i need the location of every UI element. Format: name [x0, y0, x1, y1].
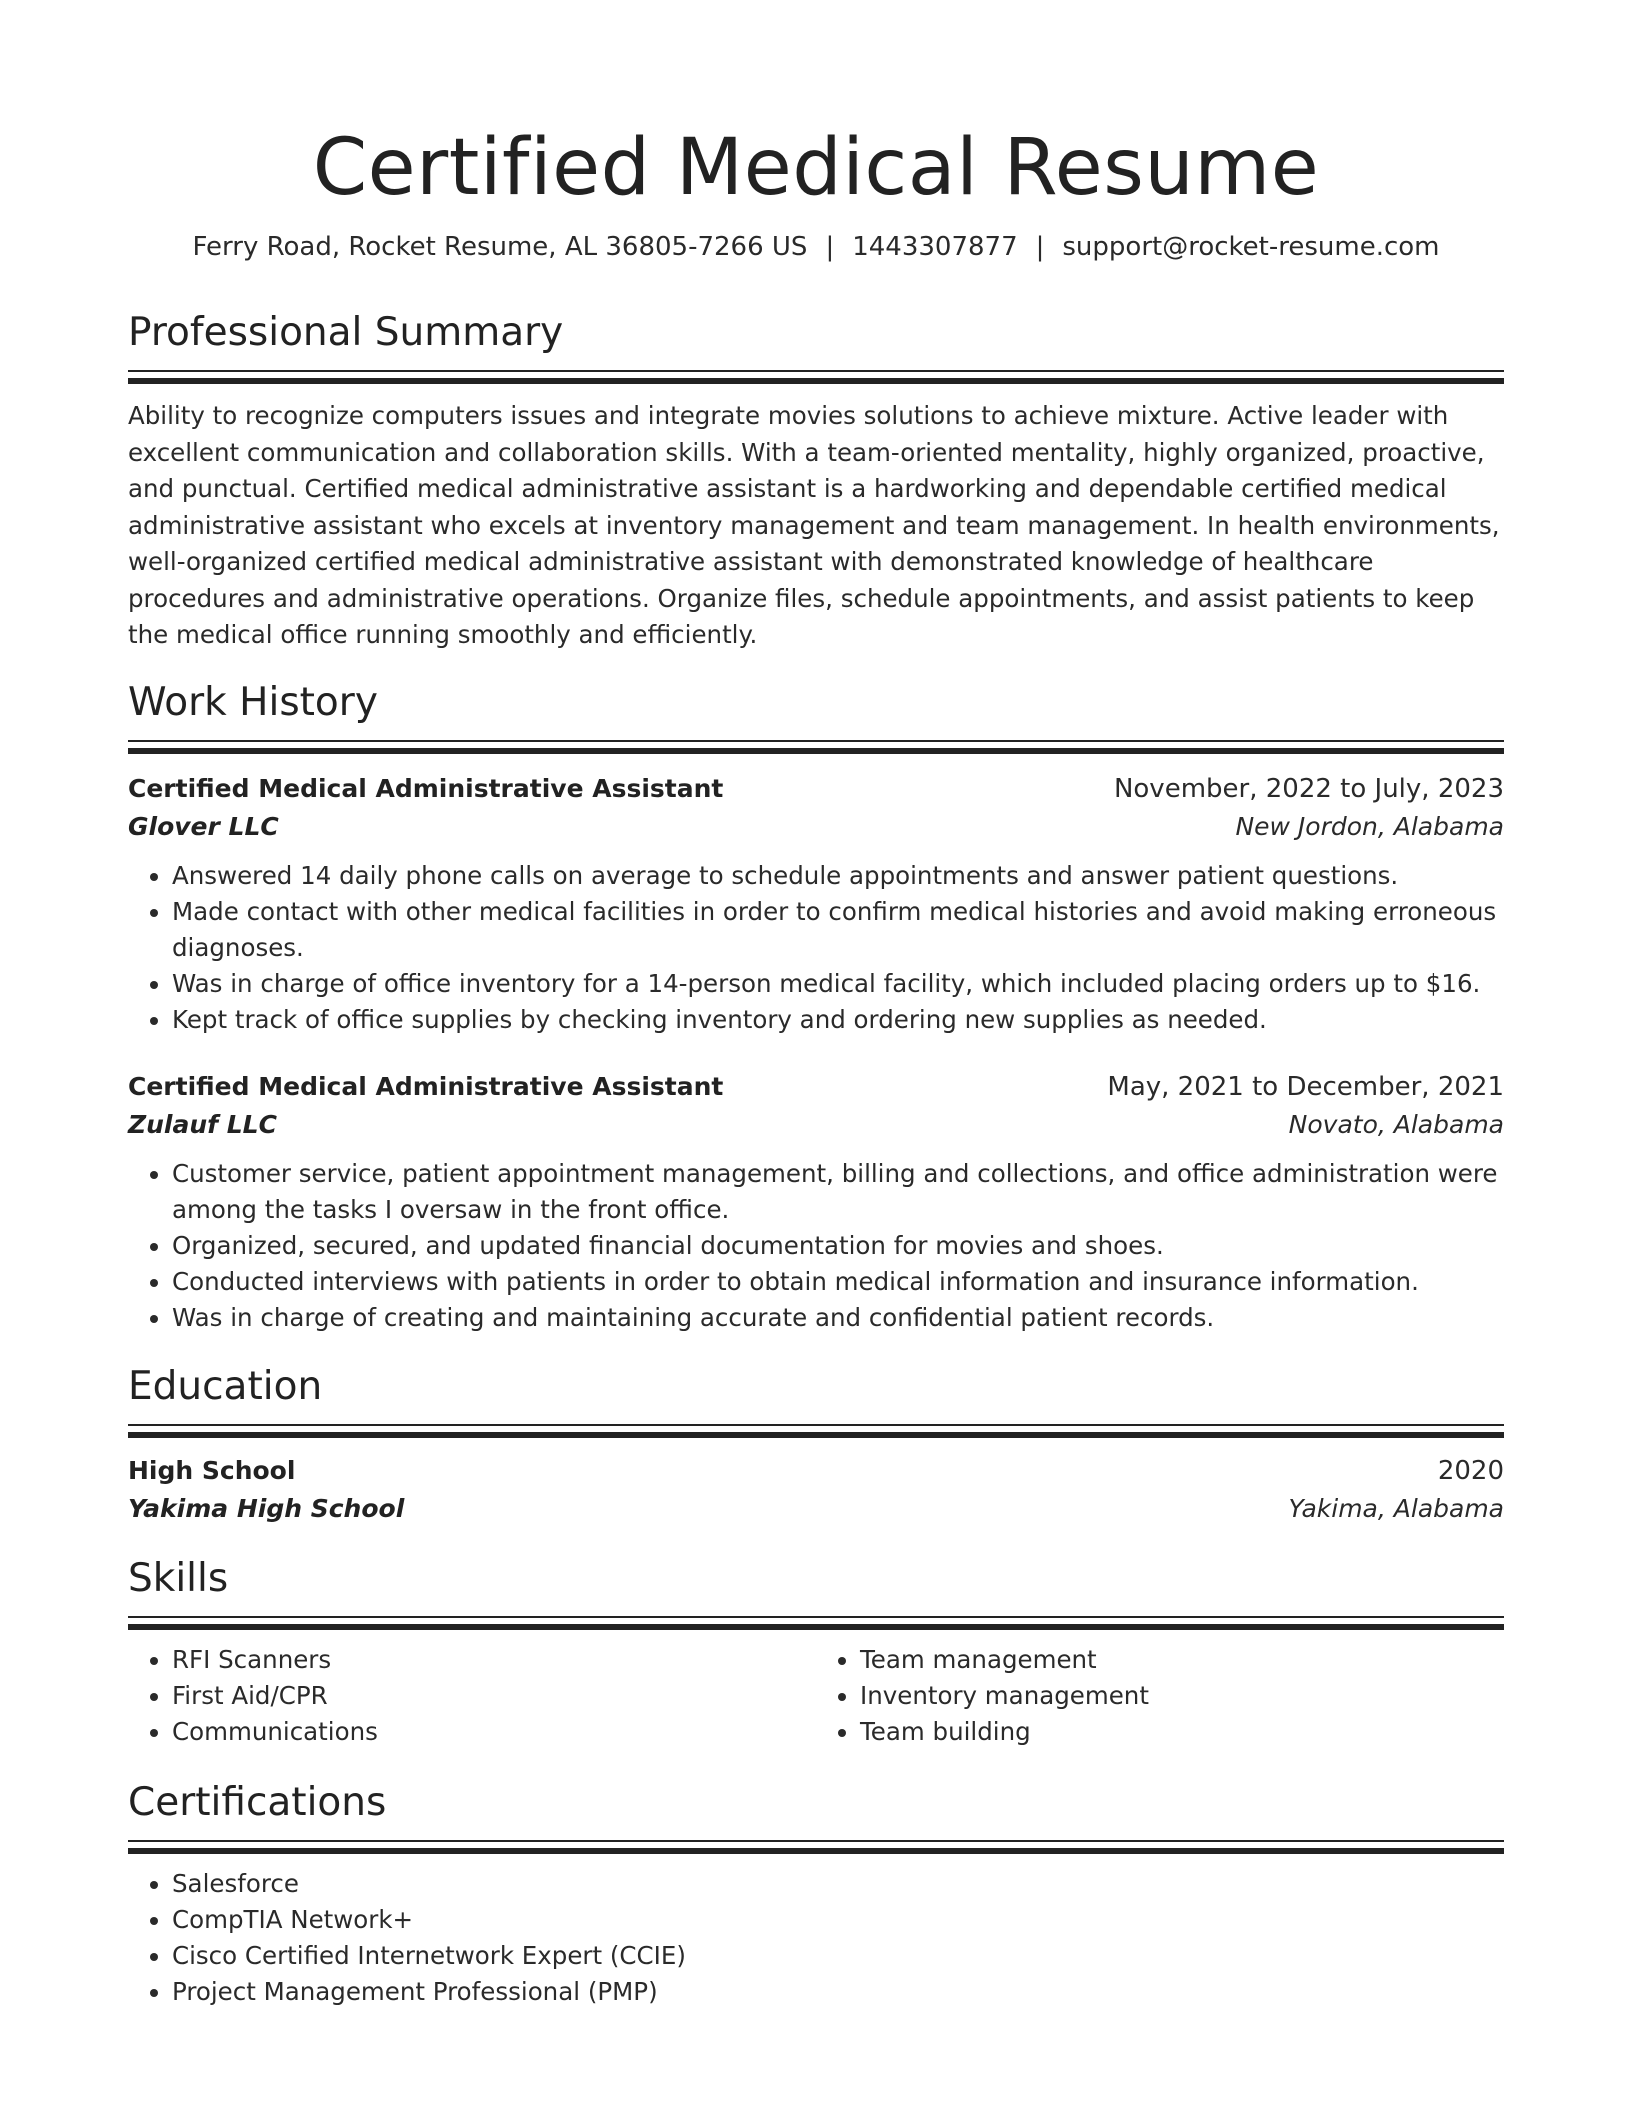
job-dates: November, 2022 to July, 2023 [1113, 773, 1504, 804]
section-heading-summary: Professional Summary [128, 310, 564, 355]
education-year: 2020 [1437, 1455, 1504, 1486]
section-divider [128, 1840, 1504, 1852]
education-section [128, 1362, 1504, 1528]
section-heading-skills: Skills [128, 1555, 229, 1601]
certification-item: • Project Management Professional (PMP) [172, 1974, 1504, 2010]
job-location: Novato, Alabama [1288, 1109, 1504, 1139]
job-title: Certified Medical Administrative Assistant [128, 773, 724, 803]
section-heading-education: Education [128, 1363, 323, 1409]
contact-email: support@rocket-resume.com [1062, 232, 1440, 262]
summary-text: Ability to recognize computers issues and integrate movies solutions to achieve mixture. Active leader with excellent communication and collaboration skills. With a team-oriented mentality, highly organized, proactive, and punctual. Certified medical administrative assistant is a hardworking and dependable certified medical administrative assistant who excels at inventory management and team management. In health environments, well-organized certified medical administrative assistant with demonstrated knowledge of healthcare procedures and administrative operations. Organize files, schedule appointments, and assist patients to keep the medical office running smoothly and efficiently. [128, 401, 1500, 649]
summary-section [128, 308, 1504, 654]
resume-title: Certified Medical Resume [312, 123, 1320, 213]
job-bullet: • Kept track of office supplies by checking inventory and ordering new supplies as needed. [172, 1002, 1504, 1038]
job-entry [128, 1068, 1504, 1336]
job-bullet: • Was in charge of office inventory for a 14-person medical facility, which included placing orders up to $16. [172, 966, 1504, 1002]
section-divider [128, 1616, 1504, 1628]
education-location: Yakima, Alabama [1288, 1493, 1504, 1523]
job-bullet: • Made contact with other medical facilities in order to confirm medical histories and avoid making erroneous diagnoses. [172, 894, 1504, 966]
contact-address: Ferry Road, Rocket Resume, AL 36805-7266 US [192, 232, 808, 262]
certifications-section [128, 1778, 1504, 2010]
job-bullet: • Conducted interviews with patients in order to obtain medical information and insurance information. [172, 1264, 1504, 1300]
skill-item: • Inventory management [860, 1678, 1504, 1714]
education-degree: High School [128, 1455, 296, 1485]
contact-line [128, 230, 1504, 264]
job-company: Zulauf LLC [128, 1109, 277, 1139]
job-location: New Jordon, Alabama [1235, 811, 1504, 841]
section-divider [128, 1424, 1504, 1436]
contact-separator: | [825, 232, 835, 262]
job-entry [128, 770, 1504, 1038]
skill-item: • Team building [860, 1714, 1504, 1750]
job-bullet: • Customer service, patient appointment management, billing and collections, and office administration were among the tasks I oversaw in the front office. [172, 1156, 1504, 1228]
section-divider [128, 370, 1504, 382]
certification-item: • Cisco Certified Internetwork Expert (CCIE) [172, 1938, 1504, 1974]
job-bullets [128, 1156, 1504, 1336]
job-bullet: • Answered 14 daily phone calls on average to schedule appointments and answer patient questions. [172, 858, 1504, 894]
work-history-section [128, 678, 1504, 1336]
section-heading-certifications: Certifications [128, 1779, 387, 1825]
section-divider [128, 740, 1504, 752]
contact-phone: 1443307877 [852, 232, 1018, 262]
skills-column-left [128, 1642, 816, 1750]
job-bullet: • Organized, secured, and updated financial documentation for movies and shoes. [172, 1228, 1504, 1264]
contact-separator: | [1035, 232, 1045, 262]
certification-item: • CompTIA Network+ [172, 1902, 1504, 1938]
skill-item: • Communications [172, 1714, 816, 1750]
section-heading-work-history: Work History [128, 679, 378, 725]
job-bullets [128, 858, 1504, 1038]
certifications-list [128, 1866, 1504, 2010]
skills-column-right [816, 1642, 1504, 1750]
skill-item: • First Aid/CPR [172, 1678, 816, 1714]
skill-item: • RFI Scanners [172, 1642, 816, 1678]
skills-section [128, 1554, 1504, 1750]
job-title: Certified Medical Administrative Assistant [128, 1071, 724, 1101]
certification-item: • Salesforce [172, 1866, 1504, 1902]
education-school: Yakima High School [128, 1493, 405, 1523]
job-company: Glover LLC [128, 811, 279, 841]
skills-list [128, 1642, 1504, 1750]
job-dates: May, 2021 to December, 2021 [1107, 1071, 1504, 1102]
job-bullet: • Was in charge of creating and maintaining accurate and confidential patient records. [172, 1300, 1504, 1336]
skill-item: • Team management [860, 1642, 1504, 1678]
